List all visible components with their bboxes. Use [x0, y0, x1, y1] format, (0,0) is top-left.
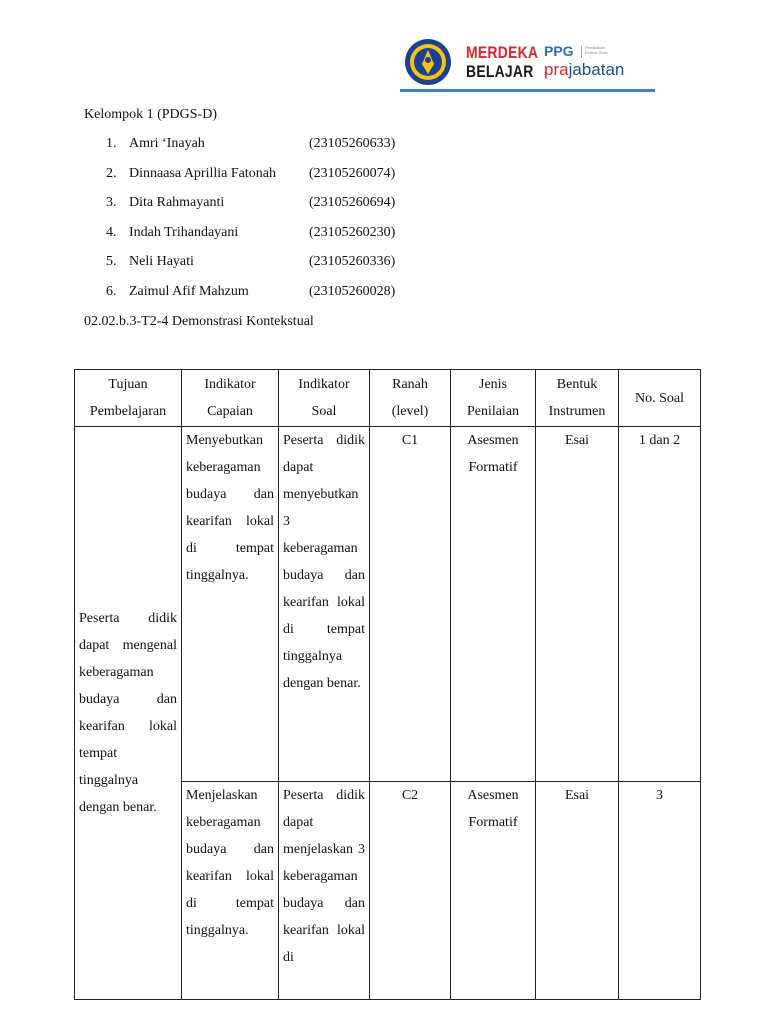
cell-indikator-soal: Peserta didik dapat menjelaskan 3 keberagaman budaya dan kearifan lokal di [279, 782, 370, 1000]
list-item [106, 194, 395, 224]
member-id: (23105260336) [309, 254, 396, 270]
brand-prajabatan-suffix: jabatan [568, 60, 625, 79]
cell-indikator-soal: Peserta didik dapat menyebutkan 3 keberagaman budaya dan kearifan lokal di tempat tinggalnya dengan benar. [279, 427, 370, 782]
cell-ranah: C2 [370, 782, 451, 1000]
header-logo [400, 36, 655, 92]
list-item [106, 135, 395, 165]
cell-tujuan-pembelajaran: Peserta didik dapat mengenal keberagaman budaya dan kearifan lokal tempat tinggalnya dengan benar. [75, 427, 182, 1000]
header-no-soal: No. Soal [619, 370, 701, 427]
header-indikator-soal: Indikator Soal [279, 370, 370, 427]
cell-indikator-capaian: Menyebutkan keberagaman budaya dan kearifan lokal di tempat tinggalnya. [182, 427, 279, 782]
cell-jenis: Asesmen Formatif [451, 782, 536, 1000]
brand-belajar: BELAJAR [466, 62, 534, 81]
cell-no-soal: 3 [619, 782, 701, 1000]
member-name: Zaimul Afif Mahzum [129, 283, 249, 299]
header-tujuan: Tujuan Pembelajaran [75, 370, 182, 427]
member-number: 5. [106, 254, 117, 270]
cell-jenis: Asesmen Formatif [451, 427, 536, 782]
member-list [106, 135, 395, 313]
brand-prajabatan [544, 60, 624, 80]
header-indikator-capaian: Indikator Capaian [182, 370, 279, 427]
header-ranah: Ranah (level) [370, 370, 451, 427]
member-number: 1. [106, 136, 117, 151]
member-number: 4. [106, 224, 117, 240]
cell-no-soal: 1 dan 2 [619, 427, 701, 782]
member-id: (23105260074) [309, 165, 396, 181]
table-header-row [75, 370, 701, 427]
brand-ppg: PPG [544, 43, 574, 59]
assignment-code: 02.02.b.3-T2-4 Demonstrasi Kontekstual [84, 314, 314, 329]
assessment-grid-table [74, 369, 701, 1000]
header-underline [400, 89, 655, 92]
list-item [106, 224, 395, 254]
member-number: 3. [106, 195, 117, 211]
cell-bentuk: Esai [536, 427, 619, 782]
member-number: 2. [106, 165, 117, 181]
brand-merdeka: MERDEKA [466, 43, 539, 62]
member-name: Indah Trihandayani [129, 224, 239, 240]
table-row [75, 427, 701, 782]
cell-ranah: C1 [370, 427, 451, 782]
member-id: (23105260230) [309, 224, 396, 240]
list-item [106, 283, 395, 313]
brand-ppg-subtitle: Pendidikan Profesi Guru [585, 45, 608, 55]
brand-divider [581, 46, 582, 58]
group-title: Kelompok 1 (PDGS-D) [84, 107, 217, 122]
member-name: Neli Hayati [129, 254, 194, 270]
member-name: Amri ‘Inayah [129, 136, 205, 151]
member-name: Dita Rahmayanti [129, 195, 225, 211]
cell-bentuk: Esai [536, 782, 619, 1000]
member-id: (23105260633) [309, 136, 396, 151]
list-item [106, 253, 395, 283]
header-bentuk: Bentuk Instrumen [536, 370, 619, 427]
member-id: (23105260694) [309, 195, 396, 211]
member-number: 6. [106, 283, 117, 299]
header-jenis: Jenis Penilaian [451, 370, 536, 427]
brand-prajabatan-prefix: pra [544, 60, 569, 79]
cell-indikator-capaian: Menjelaskan keberagaman budaya dan kearifan lokal di tempat tinggalnya. [182, 782, 279, 1000]
member-id: (23105260028) [309, 283, 396, 299]
university-seal-icon [404, 38, 452, 86]
member-name: Dinnaasa Aprillia Fatonah [129, 165, 276, 181]
list-item [106, 165, 395, 195]
